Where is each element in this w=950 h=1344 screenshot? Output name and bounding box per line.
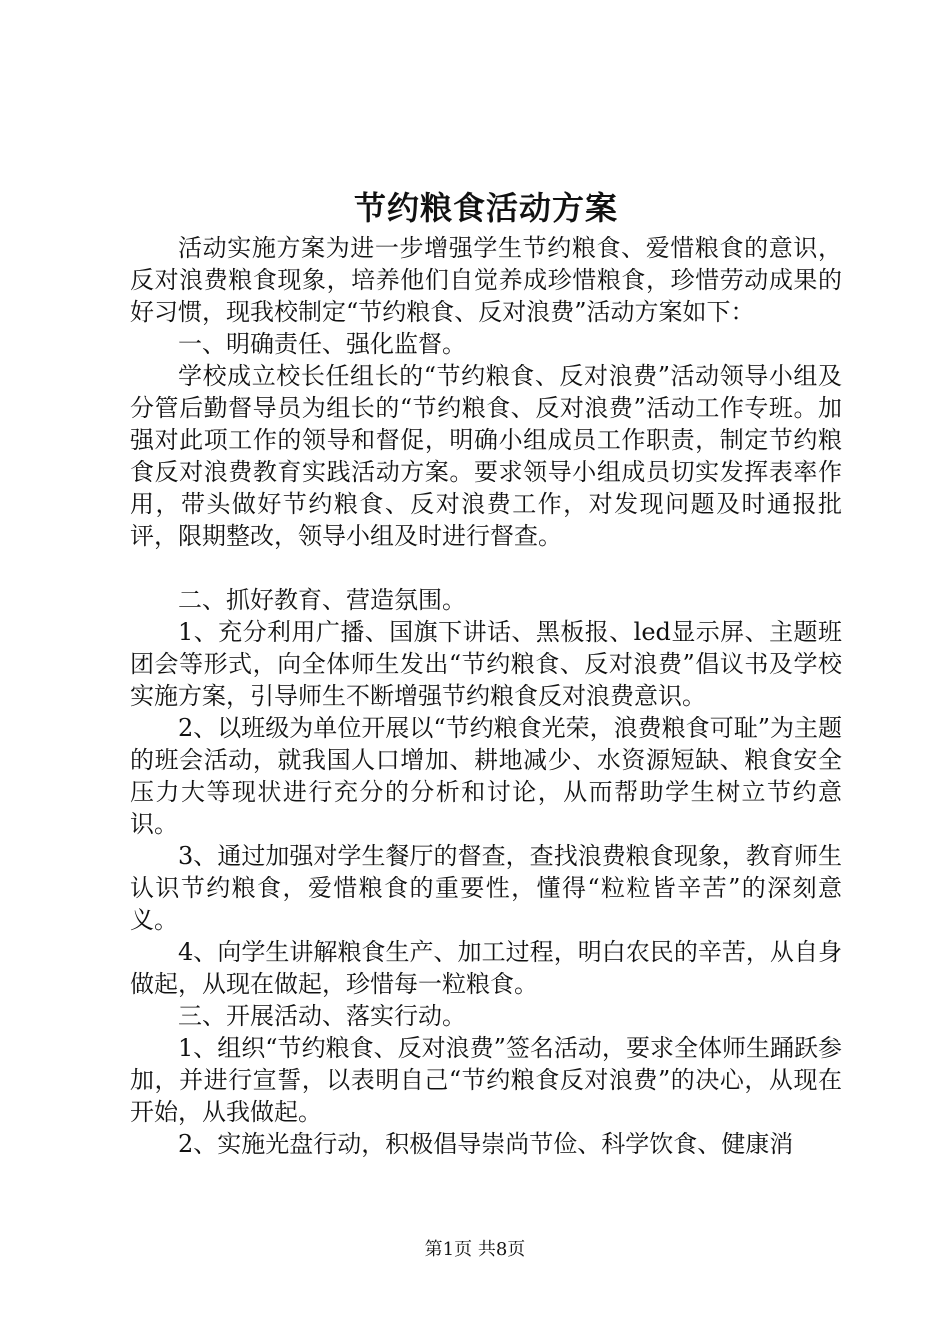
section-2-item-1: 1、充分利用广播、国旗下讲话、黑板报、led显示屏、主题班团会等形式，向全体师生发出“节约粮食、反对浪费”倡议书及学校实施方案，引导师生不断增强节约粮食反对浪费意识。: [130, 618, 842, 710]
section-2-heading: 二、抓好教育、营造氛围。: [178, 586, 466, 614]
section-2-item-4: 4、向学生讲解粮食生产、加工过程，明白农民的辛苦，从自身做起，从现在做起，珍惜每一粒粮食。: [130, 938, 842, 998]
document-page: [130, 186, 842, 1160]
section-1-body: 学校成立校长任组长的“节约粮食、反对浪费”活动领导小组及分管后勤督导员为组长的“节约粮食、反对浪费”活动工作专班。加强对此项工作的领导和督促，明确小组成员工作职责，制定节约粮食反对浪费教育实践活动方案。要求领导小组成员切实发挥表率作用，带头做好节约粮食、反对浪费工作，对发现问题及时通报批评，限期整改，领导小组及时进行督查。: [130, 362, 842, 550]
section-1-heading: 一、明确责任、强化监督。: [178, 330, 466, 358]
section-2-item-2: 2、以班级为单位开展以“节约粮食光荣，浪费粮食可耻”为主题的班会活动，就我国人口增加、耕地减少、水资源短缺、粮食安全压力大等现状进行充分的分析和讨论，从而帮助学生树立节约意识。: [130, 714, 842, 838]
intro-paragraph: 活动实施方案为进一步增强学生节约粮食、爱惜粮食的意识，反对浪费粮食现象，培养他们自觉养成珍惜粮食，珍惜劳动成果的好习惯，现我校制定“节约粮食、反对浪费”活动方案如下：: [130, 234, 842, 326]
document-title: 节约粮食活动方案: [353, 189, 618, 227]
section-3-heading: 三、开展活动、落实行动。: [178, 1002, 466, 1030]
blank-line: [130, 552, 842, 584]
page-footer: 第1页 共8页: [424, 1239, 526, 1260]
section-3-item-1: 1、组织“节约粮食、反对浪费”签名活动，要求全体师生踊跃参加，并进行宣誓，以表明自己“节约粮食反对浪费”的决心，从现在开始，从我做起。: [130, 1034, 842, 1126]
section-2-item-3: 3、通过加强对学生餐厅的督查，查找浪费粮食现象，教育师生认识节约粮食，爱惜粮食的重要性，懂得“粒粒皆辛苦”的深刻意义。: [130, 842, 842, 934]
section-3-item-2: 2、实施光盘行动，积极倡导崇尚节俭、科学饮食、健康消: [178, 1130, 794, 1158]
